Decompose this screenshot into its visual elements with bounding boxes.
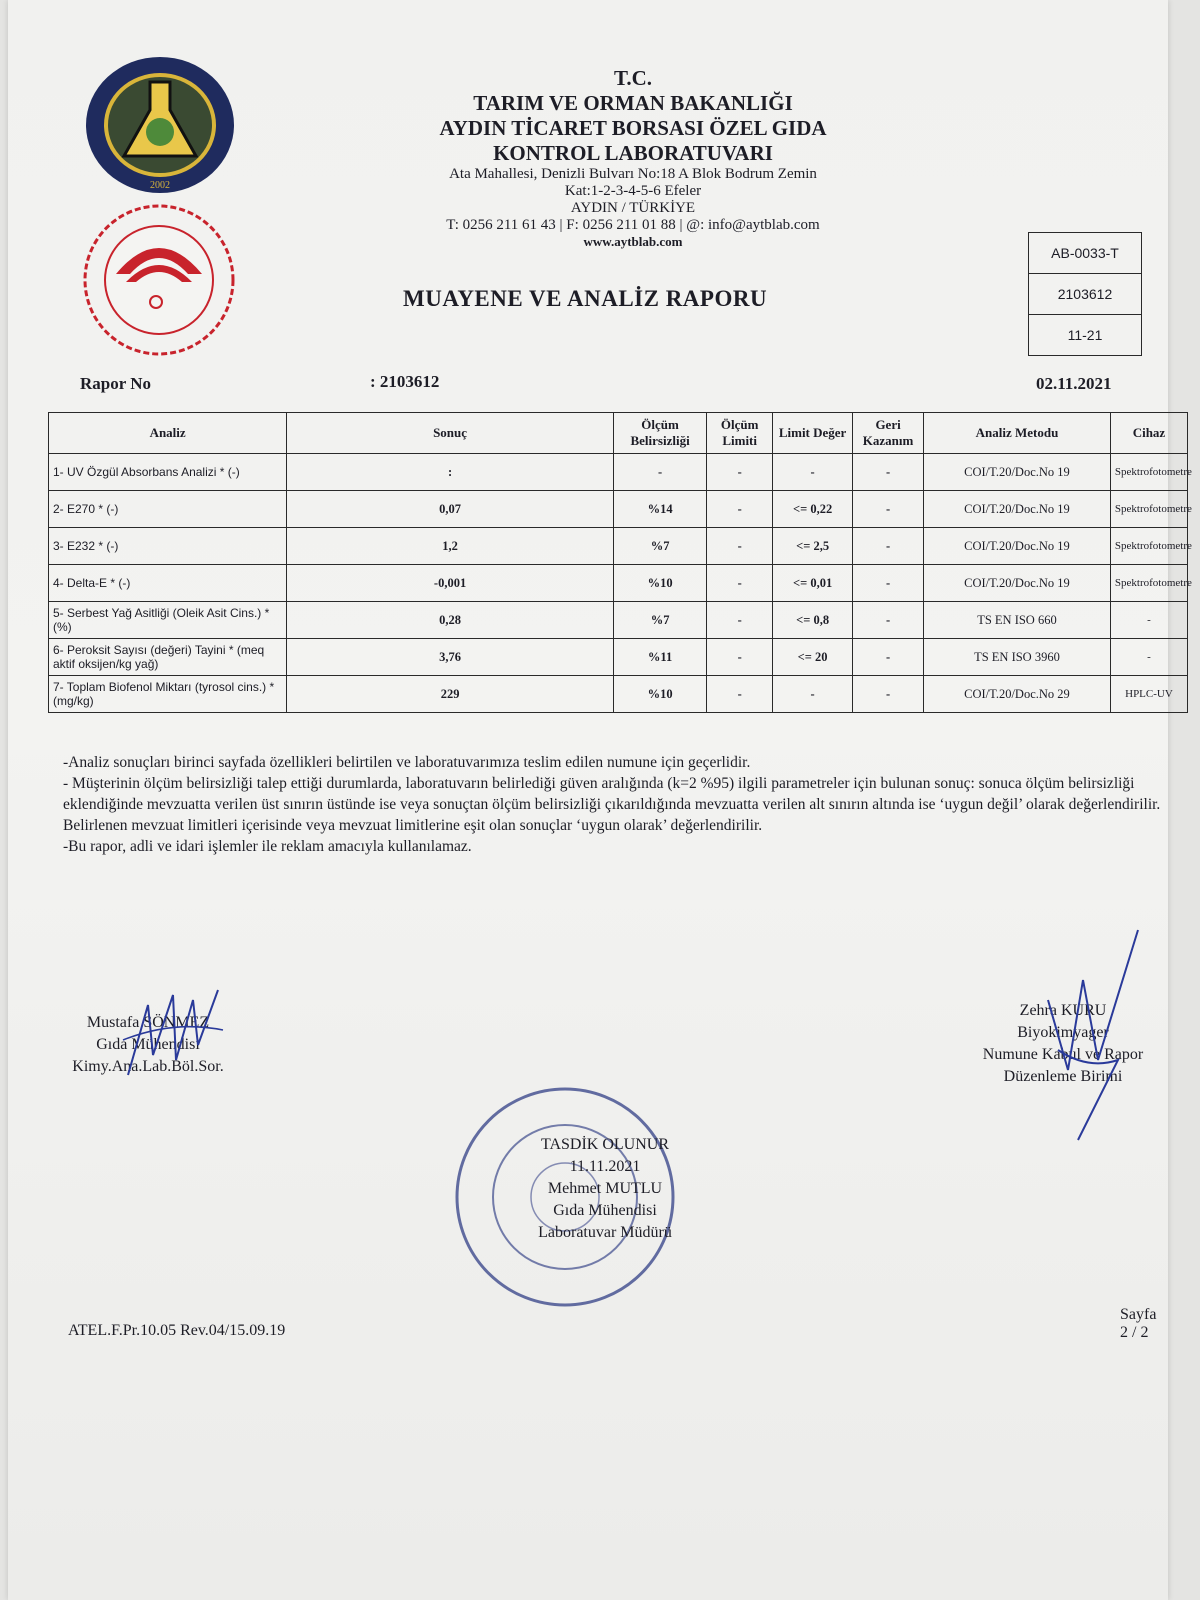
col-header-geri-kazanim: Geri Kazanım [853,413,924,454]
cell-cihaz: - [1110,639,1187,676]
cell-sonuc: : [287,454,614,491]
cell-limit-deger: <= 0,8 [773,602,853,639]
ref-code: AB-0033-T [1029,233,1141,274]
sig-left-title: Gıda Mühendisi [96,1036,200,1053]
cell-limit-deger: <= 20 [773,639,853,676]
signature-center [490,1134,720,1244]
header-address-1: Ata Mahallesi, Denizli Bulvarı No:18 A Blok Bodrum Zemin [449,166,817,182]
sig-left-name: Mustafa SÖNMEZ [86,1014,210,1031]
header-block [368,66,898,250]
cell-metod: COI/T.20/Doc.No 19 [924,491,1111,528]
sig-center-name: Mehmet MUTLU [547,1180,663,1197]
cell-belirsizlik: %7 [613,528,706,565]
cell-metod: COI/T.20/Doc.No 19 [924,565,1111,602]
sig-center-role: Laboratuvar Müdürü [538,1224,672,1241]
cell-geri-kazanim: - [853,602,924,639]
sig-right-unit-1: Numune Kabul ve Rapor [982,1046,1144,1063]
cell-analiz: 4- Delta-E * (-) [49,565,287,602]
cell-belirsizlik: %10 [613,565,706,602]
cell-cihaz: HPLC-UV [1110,676,1187,713]
col-header-limit: Ölçüm Limiti [707,413,773,454]
sig-right-title: Biyokimyager [1017,1024,1109,1041]
cell-metod: COI/T.20/Doc.No 29 [924,676,1111,713]
cell-belirsizlik: %14 [613,491,706,528]
col-header-belirsizlik: Ölçüm Belirsizliği [613,413,706,454]
cell-sonuc: 229 [287,676,614,713]
cell-geri-kazanim: - [853,639,924,676]
cell-sonuc: 3,76 [287,639,614,676]
header-lab: KONTROL LABORATUVARI [493,141,773,165]
header-org: AYDIN TİCARET BORSASI ÖZEL GIDA [439,116,827,140]
cell-sonuc: 0,28 [287,602,614,639]
col-header-limit-deger: Limit Değer [773,413,853,454]
cell-sonuc: 1,2 [287,528,614,565]
cell-limit-deger: <= 0,22 [773,491,853,528]
table-body [49,454,1192,713]
notes-block [63,752,1193,857]
cell-limit: - [707,676,773,713]
col-header-sonuc: Sonuç [287,413,614,454]
table-header-row [49,413,1188,454]
cell-analiz: 3- E232 * (-) [49,528,287,565]
header-web: www.aytblab.com [583,234,683,249]
cell-metod: COI/T.20/Doc.No 19 [924,528,1111,565]
cell-metod: TS EN ISO 660 [924,602,1111,639]
header-contact: T: 0256 211 61 43 | F: 0256 211 01 88 | @: info@aytblab.com [446,217,820,233]
cell-analiz: 7- Toplam Biofenol Miktarı (tyrosol cins.) * (mg/kg) [49,676,287,713]
sig-center-title: Gıda Mühendisi [553,1202,657,1219]
reference-box [1028,232,1142,356]
signature-left-scribble [118,985,228,1085]
cell-geri-kazanim: - [853,528,924,565]
cell-cihaz: Spektrofotometre [1110,565,1187,602]
cell-limit: - [707,602,773,639]
results-table [48,412,1192,713]
table-row [49,491,1188,528]
cell-belirsizlik: - [613,454,706,491]
cell-cihaz: Spektrofotometre [1110,528,1187,565]
cell-geri-kazanim: - [853,491,924,528]
cell-metod: TS EN ISO 3960 [924,639,1111,676]
cell-analiz: 2- E270 * (-) [49,491,287,528]
sig-right-name: Zehra KURU [1019,1002,1107,1019]
cell-limit-deger: - [773,454,853,491]
cell-geri-kazanim: - [853,676,924,713]
cell-limit-deger: <= 0,01 [773,565,853,602]
approval-date: 11.11.2021 [569,1158,641,1175]
header-address-2: Kat:1-2-3-4-5-6 Efeler [564,183,702,199]
cell-sonuc: 0,07 [287,491,614,528]
cell-limit: - [707,565,773,602]
report-no-value: : 2103612 [370,372,440,391]
ref-number: 2103612 [1029,274,1141,315]
cell-metod: COI/T.20/Doc.No 19 [924,454,1111,491]
ref-period: 11-21 [1067,327,1103,343]
document-page [8,0,1192,1600]
signature-right-scribble [1028,920,1158,1150]
col-header-cihaz: Cihaz [1110,413,1187,454]
report-title: MUAYENE VE ANALİZ RAPORU [403,286,768,311]
cell-geri-kazanim: - [853,454,924,491]
form-code: ATEL.F.Pr.10.05 Rev.04/15.09.19 [68,1322,286,1339]
table-row [49,676,1188,713]
header-line-tc: T.C. [613,66,653,90]
cell-limit: - [707,491,773,528]
cell-limit-deger: <= 2,5 [773,528,853,565]
cell-limit-deger: - [773,676,853,713]
cell-cihaz: - [1110,602,1187,639]
note-2: - Müşterinin ölçüm belirsizliği talep ettiği durumlarda, laboratuvarın belirlediği güven aralığında (k=2 %95) ilgili parametreler için bulunan sonuç: sonuca ölçüm belirsizliği eklendiğinde mevzuatta verilen üst sınırın üstünde ise veya sonuçtan ölçüm belirsizliği çıkarıldığında mevzuatta verilen alt sınırın altında ise ‘uygun değil’ olarak değerlendirilir. Belirlenen mevzuat limitleri içerisinde veya mevzuat limitlerine eşit olan sonuçlar ‘uygun olarak’ değerlendirilir. [63,775,1161,834]
cell-analiz: 6- Peroksit Sayısı (değeri) Tayini * (meq aktif oksijen/kg yağ) [49,639,287,676]
table-row [49,639,1188,676]
table-row [49,602,1188,639]
sig-left-dept: Kimy.Ana.Lab.Böl.Sor. [72,1058,224,1075]
cell-limit: - [707,528,773,565]
col-header-metod: Analiz Metodu [924,413,1111,454]
header-ministry: TARIM VE ORMAN BAKANLIĞI [473,91,793,115]
cell-geri-kazanim: - [853,565,924,602]
cell-cihaz: Spektrofotometre [1110,454,1187,491]
note-3: -Bu rapor, adli ve idari işlemler ile reklam amacıyla kullanılamaz. [63,838,472,855]
approval-label: TASDİK OLUNUR [540,1136,670,1153]
report-no-label: Rapor No [80,374,151,393]
cell-sonuc: -0,001 [287,565,614,602]
cell-belirsizlik: %11 [613,639,706,676]
table-row [49,565,1188,602]
table-row [49,454,1188,491]
report-date: 02.11.2021 [1036,374,1112,393]
page-number: Sayfa 2 / 2 [1120,1306,1157,1341]
svg-text:2002: 2002 [150,180,170,191]
cell-limit: - [707,454,773,491]
cell-cihaz: Spektrofotometre [1110,491,1187,528]
ministry-seal [78,202,240,358]
cell-analiz: 1- UV Özgül Absorbans Analizi * (-) [49,454,287,491]
cell-belirsizlik: %10 [613,676,706,713]
cell-analiz: 5- Serbest Yağ Asitliği (Oleik Asit Cins.) * (%) [49,602,287,639]
cell-belirsizlik: %7 [613,602,706,639]
sig-right-unit-2: Düzenleme Birimi [1003,1068,1123,1085]
aytb-lab-logo [80,52,240,198]
table-row [49,528,1188,565]
note-1: -Analiz sonuçları birinci sayfada özellikleri belirtilen ve laboratuvarımıza teslim edilen numune için geçerlidir. [63,754,751,771]
header-address-3: AYDIN / TÜRKİYE [570,200,696,216]
col-header-analiz: Analiz [49,413,287,454]
cell-limit: - [707,639,773,676]
